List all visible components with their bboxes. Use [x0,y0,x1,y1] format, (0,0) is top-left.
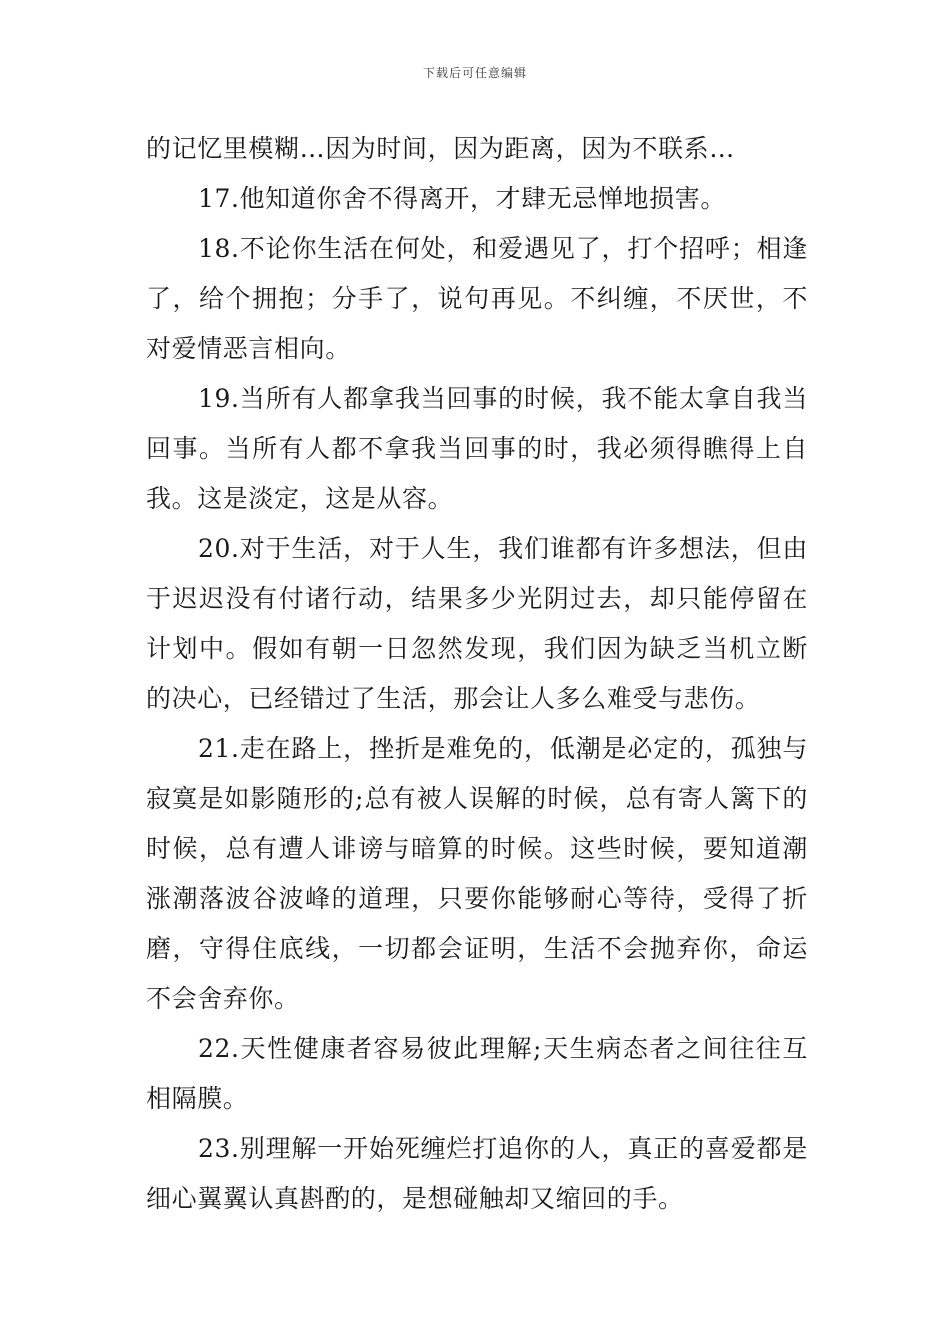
page-header: 下载后可任意编辑 [422,66,527,80]
paragraph-17: 17.他知道你舍不得离开，才肆无忌惮地损害。 [198,184,726,213]
paragraph-continuation: 的记忆里模糊…因为时间，因为距离，因为不联系… [146,134,735,163]
paragraph-22: 22.天性健康者容易彼此理解;天生病态者之间往往互相隔膜。 [146,1034,808,1113]
paragraph-20: 20.对于生活，对于人生，我们谁都有许多想法，但由于迟迟没有付诸行动，结果多少光阴过去，却只能停留在计划中。假如有朝一日忽然发现，我们因为缺乏当机立断的决心，已经错过了生活，那会让人多么难受与悲伤。 [146,534,808,713]
paragraph-21: 21.走在路上，挫折是难免的，低潮是必定的，孤独与寂寞是如影随形的;总有被人误解的时候，总有寄人篱下的时候，总有遭人诽谤与暗算的时候。这些时候，要知道潮涨潮落波谷波峰的道理，只要你能够耐心等待，受得了折磨，守得住底线，一切都会证明，生活不会抛弃你，命运不会舍弃你。 [146,734,808,1013]
paragraph-19: 19.当所有人都拿我当回事的时候，我不能太拿自我当回事。当所有人都不拿我当回事的时，我必须得瞧得上自我。这是淡定，这是从容。 [146,384,808,513]
paragraph-23: 23.别理解一开始死缠烂打追你的人，真正的喜爱都是细心翼翼认真斟酌的，是想碰触却又缩回的手。 [146,1134,808,1213]
document-body [146,124,808,1224]
paragraph-18: 18.不论你生活在何处，和爱遇见了，打个招呼；相逢了，给个拥抱；分手了，说句再见。不纠缠，不厌世，不对爱情恶言相向。 [146,234,808,363]
